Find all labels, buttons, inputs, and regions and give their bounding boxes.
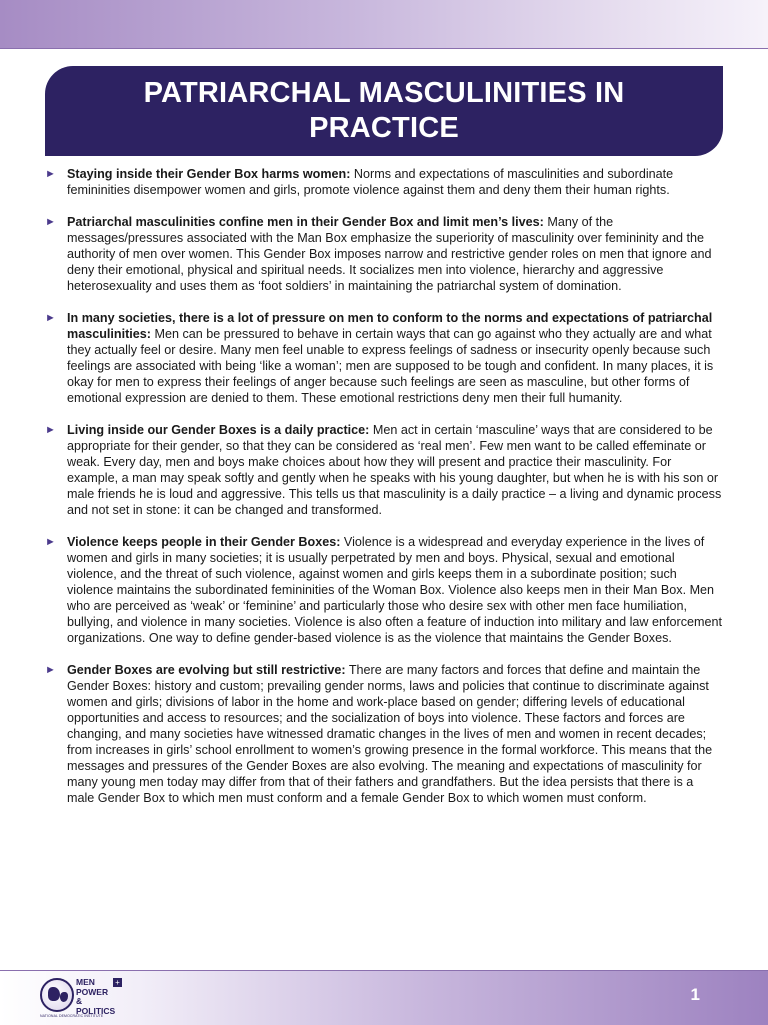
logo-line: POWER xyxy=(76,986,109,997)
bullet-list xyxy=(45,166,723,822)
header-band xyxy=(0,0,768,49)
item-heading: Staying inside their Gender Box harms women: xyxy=(67,167,351,181)
globe-icon xyxy=(40,978,74,1012)
triangle-bullet-icon: ► xyxy=(45,536,56,548)
list-item xyxy=(45,310,723,406)
logo-line: & POLITICS xyxy=(76,996,116,1016)
item-text: Many of the messages/pressures associated with the Man Box emphasize the superiority of masculinity over femininity and the authority of men over women. This Gender Box imposes narrow and restrictive gender roles on men that ignore and deny their emotional, physical and spiritual needs. It socializes men into violence, hierarchy and aggressive heterosexuality and uses them as ‘foot soldiers’ in maintaining the patriarchal system of domination. xyxy=(67,215,712,293)
logo-subtitle: NATIONAL DEMOCRATIC INSTITUTE xyxy=(40,1014,104,1018)
item-text: There are many factors and forces that define and maintain the Gender Boxes: history and custom; prevailing gender norms, laws and policies that continue to discriminate against women and girls; divisions of labor in the home and work-place based on gender; differing levels of educational opportunities and access to resources; and the socialization of boys into violence. These factors and forces are changing, and many societies have witnessed dramatic changes in the lives of men and women in recent decades; from increases in girls’ school enrollment to women’s growing presence in the formal workforce. This means that the messages and pressures of the Gender Boxes are also evolving. The meaning and expectations of masculinity for many young men today may differ from that of their fathers and grandfathers. But the idea persists that there is a male Gender Box to which men must conform and a female Gender Box to which women must conform. xyxy=(67,663,713,805)
item-heading: In many societies, there is a lot of pressure on men to conform to the norms and expectations of patriarchal masculinities: xyxy=(67,311,713,341)
item-text: Men act in certain ‘masculine’ ways that are considered to be appropriate for their gender, so that they can be considered as ‘real men’. Few men want to be called effeminate or weak. Every day, men and boys make choices about how they will present and practice their masculinity. For example, a man may speak softly and gently when he speaks with his young daughter, but when he is with his son or male friends he is loud and aggressive. This tells us that masculinity is a daily practice – a living and dynamic process and not set in stone: it can be changed and transformed. xyxy=(67,423,722,517)
triangle-bullet-icon: ► xyxy=(45,168,56,180)
plus-icon: + xyxy=(113,978,122,987)
list-item xyxy=(45,422,723,518)
list-item xyxy=(45,166,723,198)
item-heading: Living inside our Gender Boxes is a daily practice: xyxy=(67,423,370,437)
list-item xyxy=(45,214,723,294)
page-number: 1 xyxy=(690,985,700,1004)
triangle-bullet-icon: ► xyxy=(45,424,56,436)
item-heading: Gender Boxes are evolving but still restrictive: xyxy=(67,663,346,677)
item-text: Men can be pressured to behave in certain ways that can go against who they actually are and what they actually feel or desire. Many men feel unable to express feelings of sadness or insecurity openly because such feelings are associated with being ‘like a woman’; men are supposed to be tough and confident. In many places, it is okay for men to express their feelings of anger because such feelings are seen as masculine, but other forms of emotional expression are denied to them. These emotional restrictions deny men their full humanity. xyxy=(67,327,714,405)
triangle-bullet-icon: ► xyxy=(45,664,56,676)
triangle-bullet-icon: ► xyxy=(45,312,56,324)
logo-line: MEN xyxy=(76,977,95,987)
title-banner xyxy=(45,66,723,156)
item-text: Norms and expectations of masculinities and subordinate femininities disempower women and girls, promote violence against them and deny them their human rights. xyxy=(67,167,674,197)
list-item xyxy=(45,534,723,646)
page-title: PATRIARCHAL MASCULINITIES IN PRACTICE xyxy=(143,77,625,144)
item-heading: Violence keeps people in their Gender Boxes: xyxy=(67,535,341,549)
triangle-bullet-icon: ► xyxy=(45,216,56,228)
item-heading: Patriarchal masculinities confine men in their Gender Box and limit men’s lives: xyxy=(67,215,544,229)
list-item xyxy=(45,662,723,806)
item-text: Violence is a widespread and everyday experience in the lives of women and girls in many societies; it is usually perpetrated by men and boys. Physical, sexual and emotional violence, and the threat of such violence, against women and girls keeps them in a subordinate position; such violence maintains the subordinated femininities of the Woman Box. Violence also keeps men in their Man Box. Men who are perceived as ‘weak’ or ‘feminine’ and particularly those who desire sex with other men face humiliation, bullying, and violence in many societies. Violence is also often a feature of induction into military and law enforcement organizations. One way to define gender-based violence is as the violence that maintains the Gender Boxes. xyxy=(67,535,723,645)
men-power-politics-logo xyxy=(40,976,122,1018)
